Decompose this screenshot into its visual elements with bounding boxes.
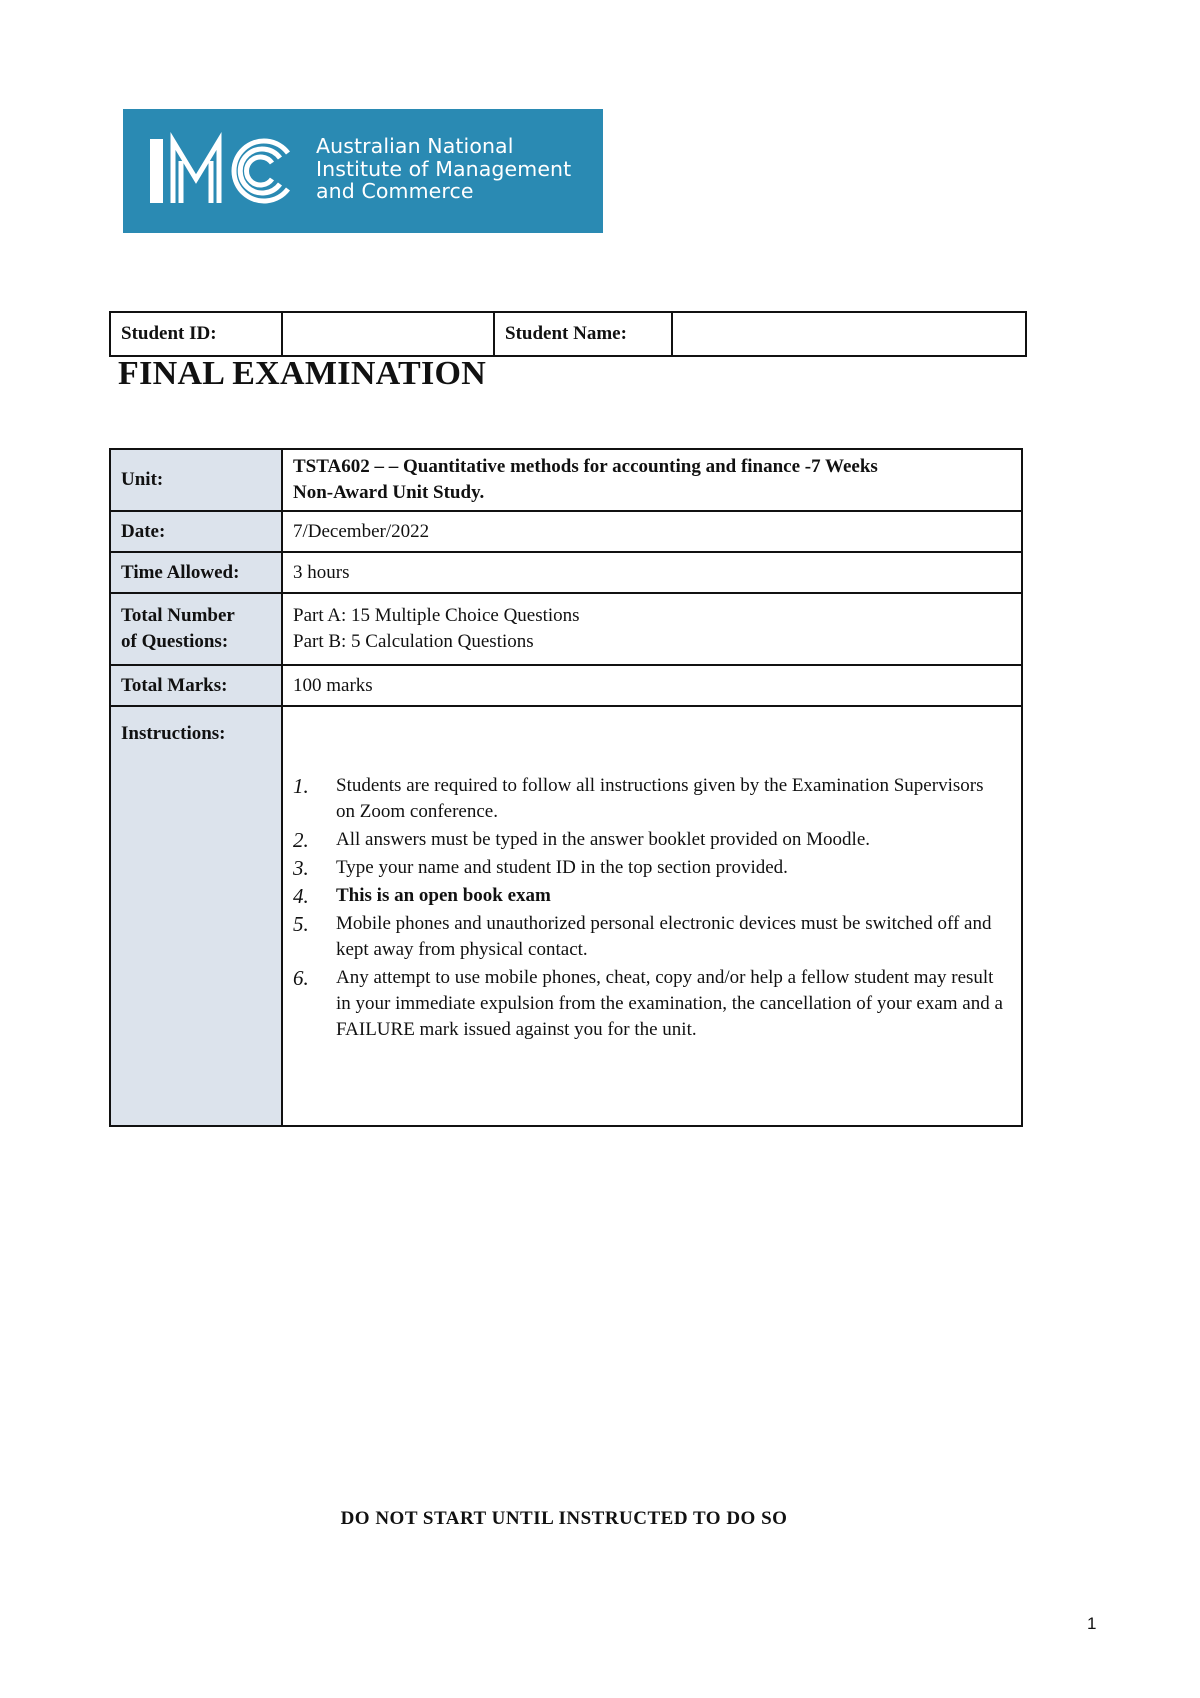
institution-name (316, 135, 571, 203)
instruction-item (293, 883, 1003, 909)
instructions-list (293, 773, 1003, 1043)
unit-value (282, 449, 1022, 511)
questions-value-line-2: Part B: 5 Calculation Questions (293, 631, 534, 652)
instruction-number: 6. (293, 966, 309, 990)
exam-info-table (109, 448, 1023, 1127)
unit-row (110, 449, 1022, 511)
student-name-label: Student Name: (494, 312, 672, 356)
student-name-field[interactable] (672, 312, 1026, 356)
marks-label: Total Marks: (110, 665, 282, 706)
institution-name-line-2: Institute of Management (316, 156, 572, 181)
questions-label-line-1: Total Number (121, 605, 235, 626)
imc-logo-mark (123, 109, 313, 233)
student-id-label: Student ID: (110, 312, 282, 356)
instruction-number: 4. (293, 884, 309, 908)
instruction-item (293, 911, 1003, 963)
institution-name-line-1: Australian National (316, 134, 514, 158)
time-row (110, 552, 1022, 593)
marks-value: 100 marks (282, 665, 1022, 706)
instruction-item (293, 827, 1003, 853)
instruction-text: All answers must be typed in the answer booklet provided on Moodle. (336, 829, 871, 850)
unit-value-line-2: Non-Award Unit Study. (293, 482, 485, 503)
date-label: Date: (110, 511, 282, 552)
date-value: 7/December/2022 (282, 511, 1022, 552)
questions-label-line-2: of Questions: (121, 631, 229, 652)
date-row (110, 511, 1022, 552)
student-details-table (109, 311, 1027, 357)
instruction-text: Students are required to follow all instructions given by the Examination Supervisors on Zoom conference. (336, 775, 984, 822)
instruction-number: 5. (293, 912, 309, 936)
time-value: 3 hours (282, 552, 1022, 593)
page-number: 1 (1087, 1614, 1097, 1633)
instruction-item (293, 855, 1003, 881)
instruction-item (293, 965, 1003, 1043)
institution-logo (123, 109, 603, 233)
marks-row (110, 665, 1022, 706)
unit-label: Unit: (110, 449, 282, 511)
instruction-number: 1. (293, 774, 309, 798)
instructions-cell (282, 706, 1022, 1126)
instructions-label: Instructions: (110, 706, 282, 1126)
time-label: Time Allowed: (110, 552, 282, 593)
instructions-row (110, 706, 1022, 1126)
instruction-number: 2. (293, 828, 309, 852)
student-id-field[interactable] (282, 312, 494, 356)
questions-value-line-1: Part A: 15 Multiple Choice Questions (293, 605, 580, 626)
instruction-text: Any attempt to use mobile phones, cheat, copy and/or help a fellow student may result in your immediate expulsion from the examination, the cancellation of your exam and a FAILURE mark issued against you for the unit. (336, 967, 1003, 1040)
instruction-text: Mobile phones and unauthorized personal electronic devices must be switched off and kept away from physical contact. (336, 913, 992, 960)
questions-label (110, 593, 282, 665)
instruction-item (293, 773, 1003, 825)
footer-warning: DO NOT START UNTIL INSTRUCTED TO DO SO (340, 1508, 788, 1529)
instruction-text: Type your name and student ID in the top section provided. (336, 857, 788, 878)
questions-value (282, 593, 1022, 665)
page-title: FINAL EXAMINATION (118, 355, 487, 392)
institution-name-line-3: and Commerce (316, 179, 474, 203)
instruction-number: 3. (293, 856, 309, 880)
instruction-text: This is an open book exam (336, 885, 551, 906)
questions-row (110, 593, 1022, 665)
unit-value-line-1: TSTA602 – – Quantitative methods for accounting and finance -7 Weeks (293, 456, 878, 477)
